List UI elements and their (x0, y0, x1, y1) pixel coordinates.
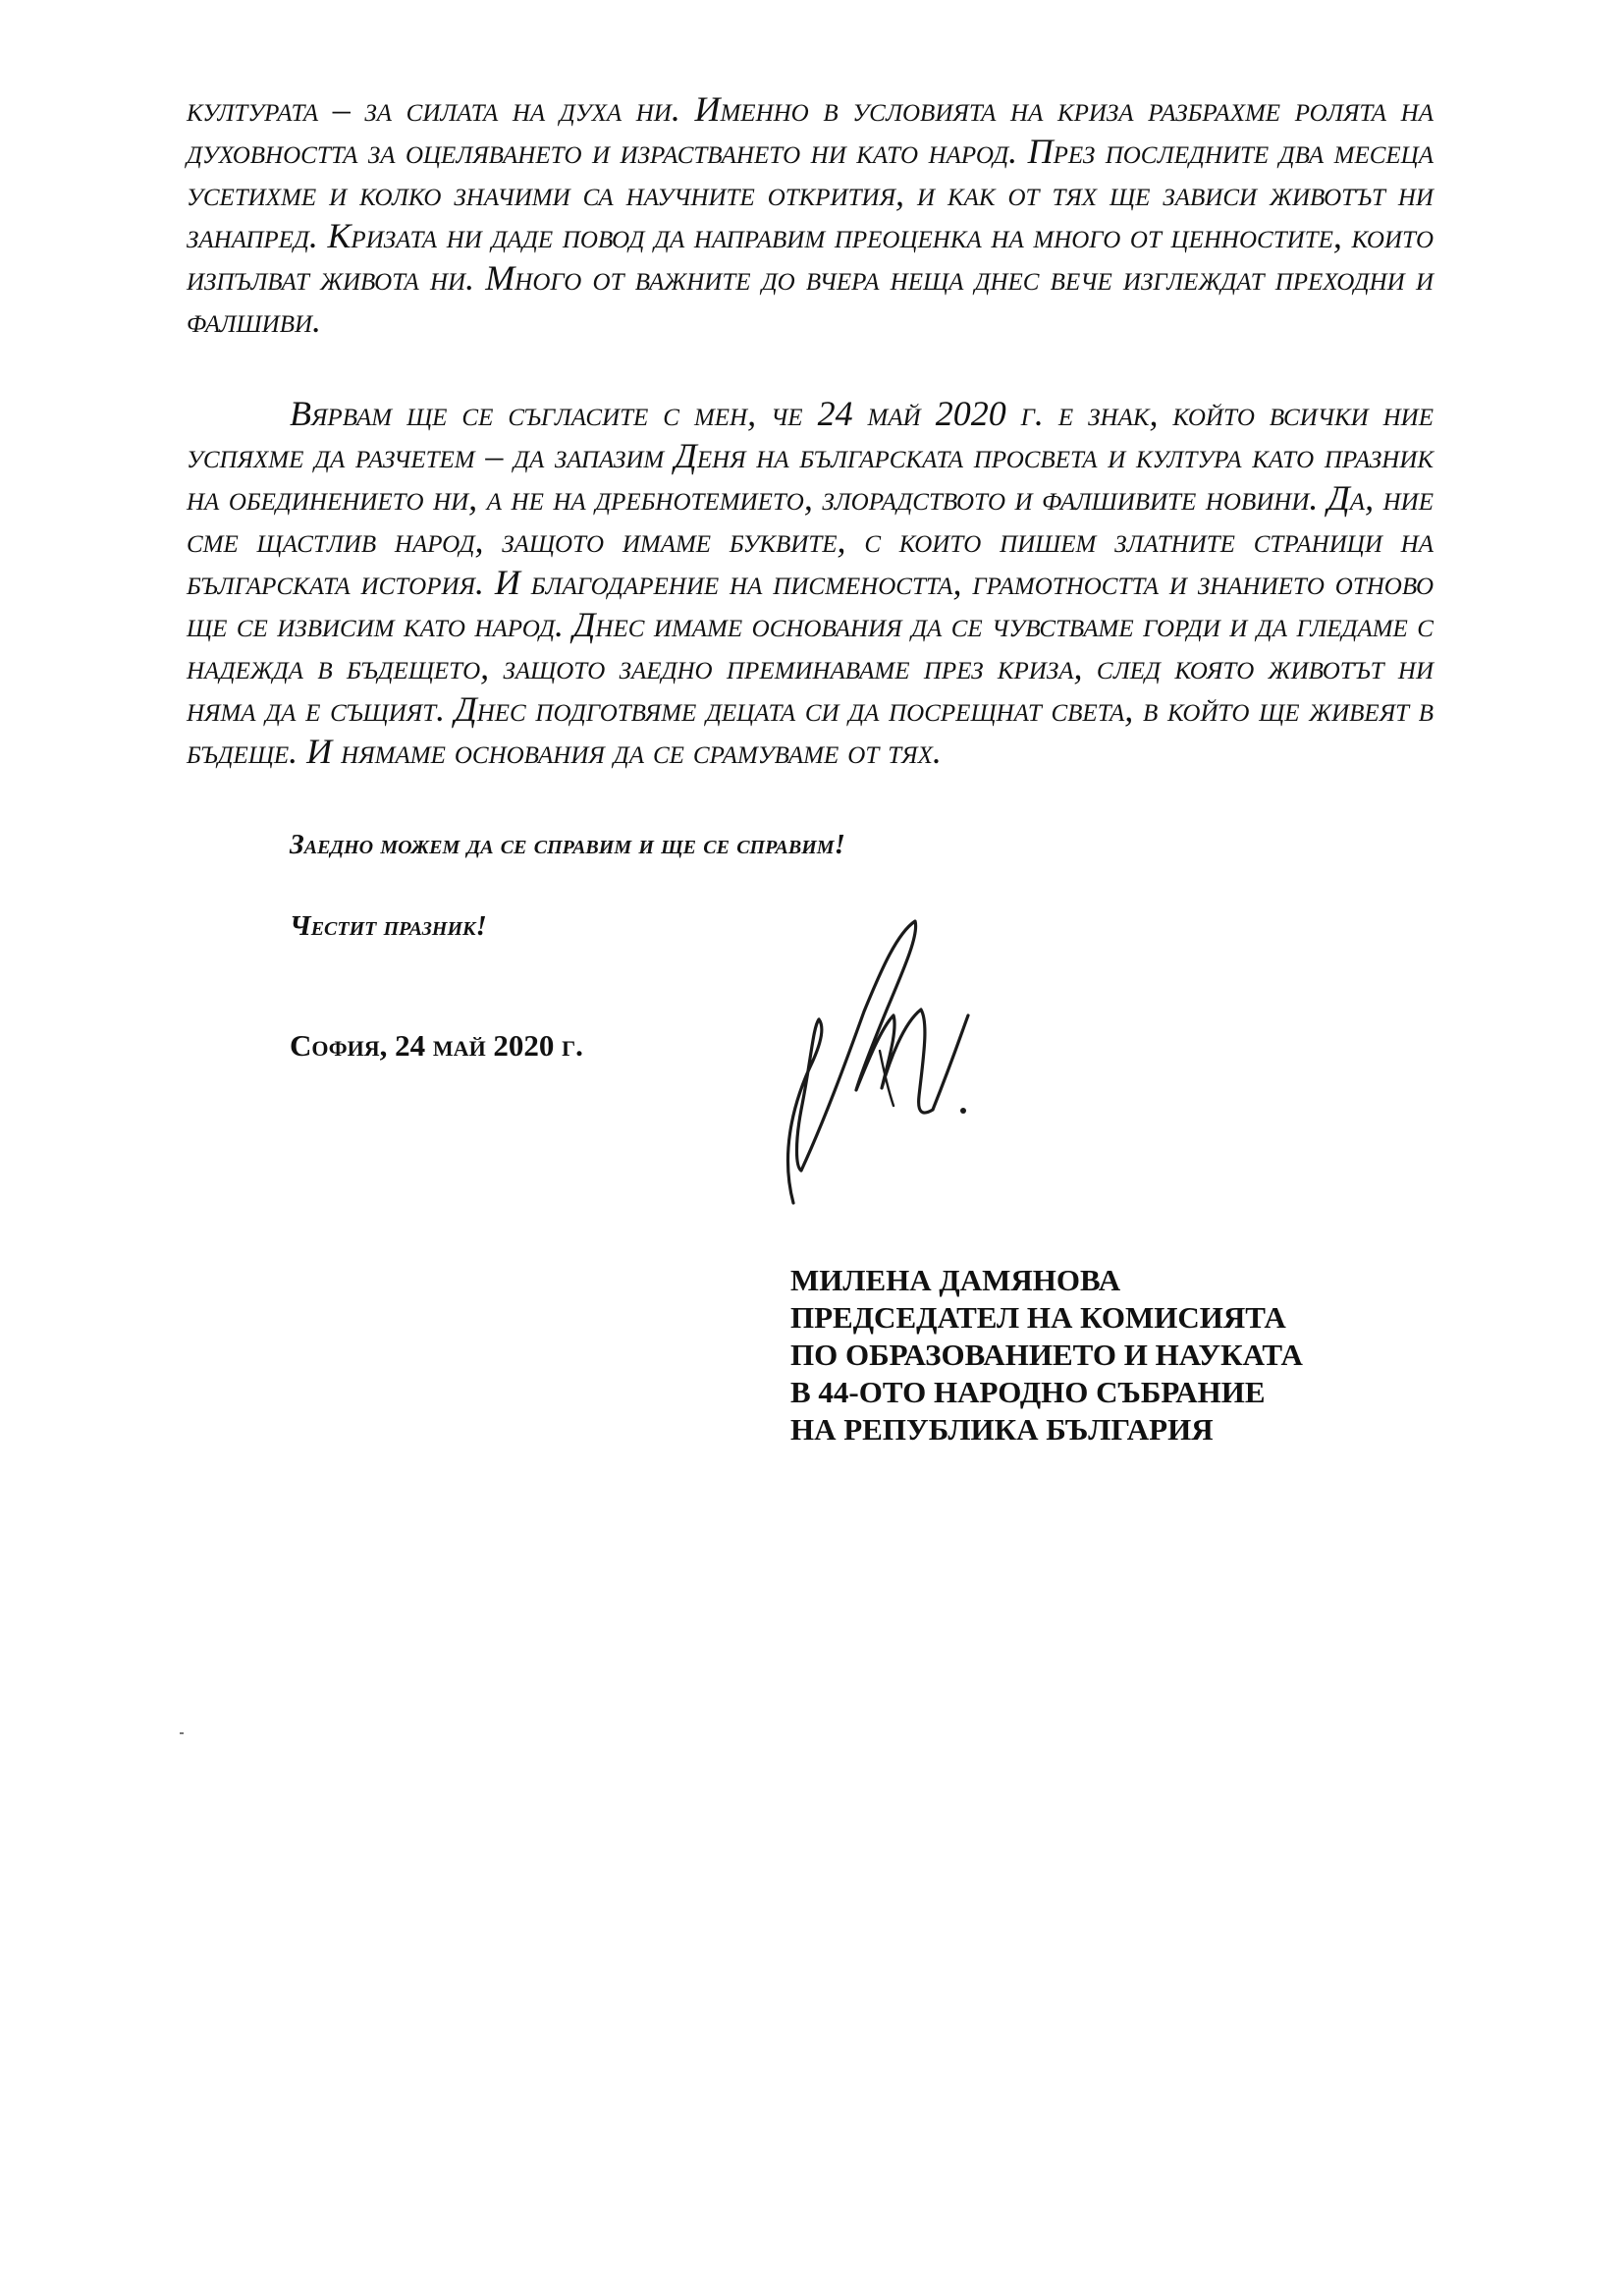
signer-title-line-2: ПО ОБРАЗОВАНИЕТО И НАУКАТА (790, 1338, 1303, 1372)
signer-title-line-4: НА РЕПУБЛИКА БЪЛГАРИЯ (790, 1412, 1214, 1447)
closing-line-2: Честит празник! (290, 910, 487, 942)
handwritten-signature-icon (766, 913, 1011, 1208)
signer-name: МИЛЕНА ДАМЯНОВА (790, 1263, 1121, 1297)
signer-block (790, 1262, 1303, 1449)
signer-title-line-1: ПРЕДСЕДАТЕЛ НА КОМИСИЯТА (790, 1300, 1286, 1335)
scan-speck (180, 1732, 184, 1734)
body-paragraph-1: културата – за силата на духа ни. Именно в условията на криза разбрахме ролята на духовността за оцеляването и израстването ни като народ. През последните два месеца усетихме и колко значими са научните открития, и как от тях ще зависи животът ни занапред. Кризата ни даде повод да направим преоценка на много от ценностите, които изпълват живота ни. Много от важните до вчера неща днес вече изглеждат преходни и фалшиви. (187, 89, 1434, 340)
place-date-line: София, 24 май 2020 г. (290, 1028, 583, 1063)
signer-title-line-3: В 44-ОТО НАРОДНО СЪБРАНИЕ (790, 1375, 1266, 1409)
closing-line-1: Заедно можем да се справим и ще се справим! (290, 829, 845, 860)
body-paragraph-2: Вярвам ще се съгласите с мен, че 24 май 2020 г. е знак, който всички ние успяхме да разчетем – да запазим Деня на българската просвета и култура като празник на обединението ни, а не на дребнотемието, злорадството и фалшивите новини. Да, ние сме щастлив народ, защото имаме буквите, с които пишем златните страници на българската история. И благодарение на писмеността, грамотността и знанието отново ще се извисим като народ. Днес имаме основания да се чувстваме горди и да гледаме с надежда в бъдещето, защото заедно преминаваме през криза, след която животът ни няма да е същият. Днес подготвяме децата си да посрещнат света, в който ще живеят в бъдеще. И нямаме основания да се срамуваме от тях. (187, 394, 1435, 771)
